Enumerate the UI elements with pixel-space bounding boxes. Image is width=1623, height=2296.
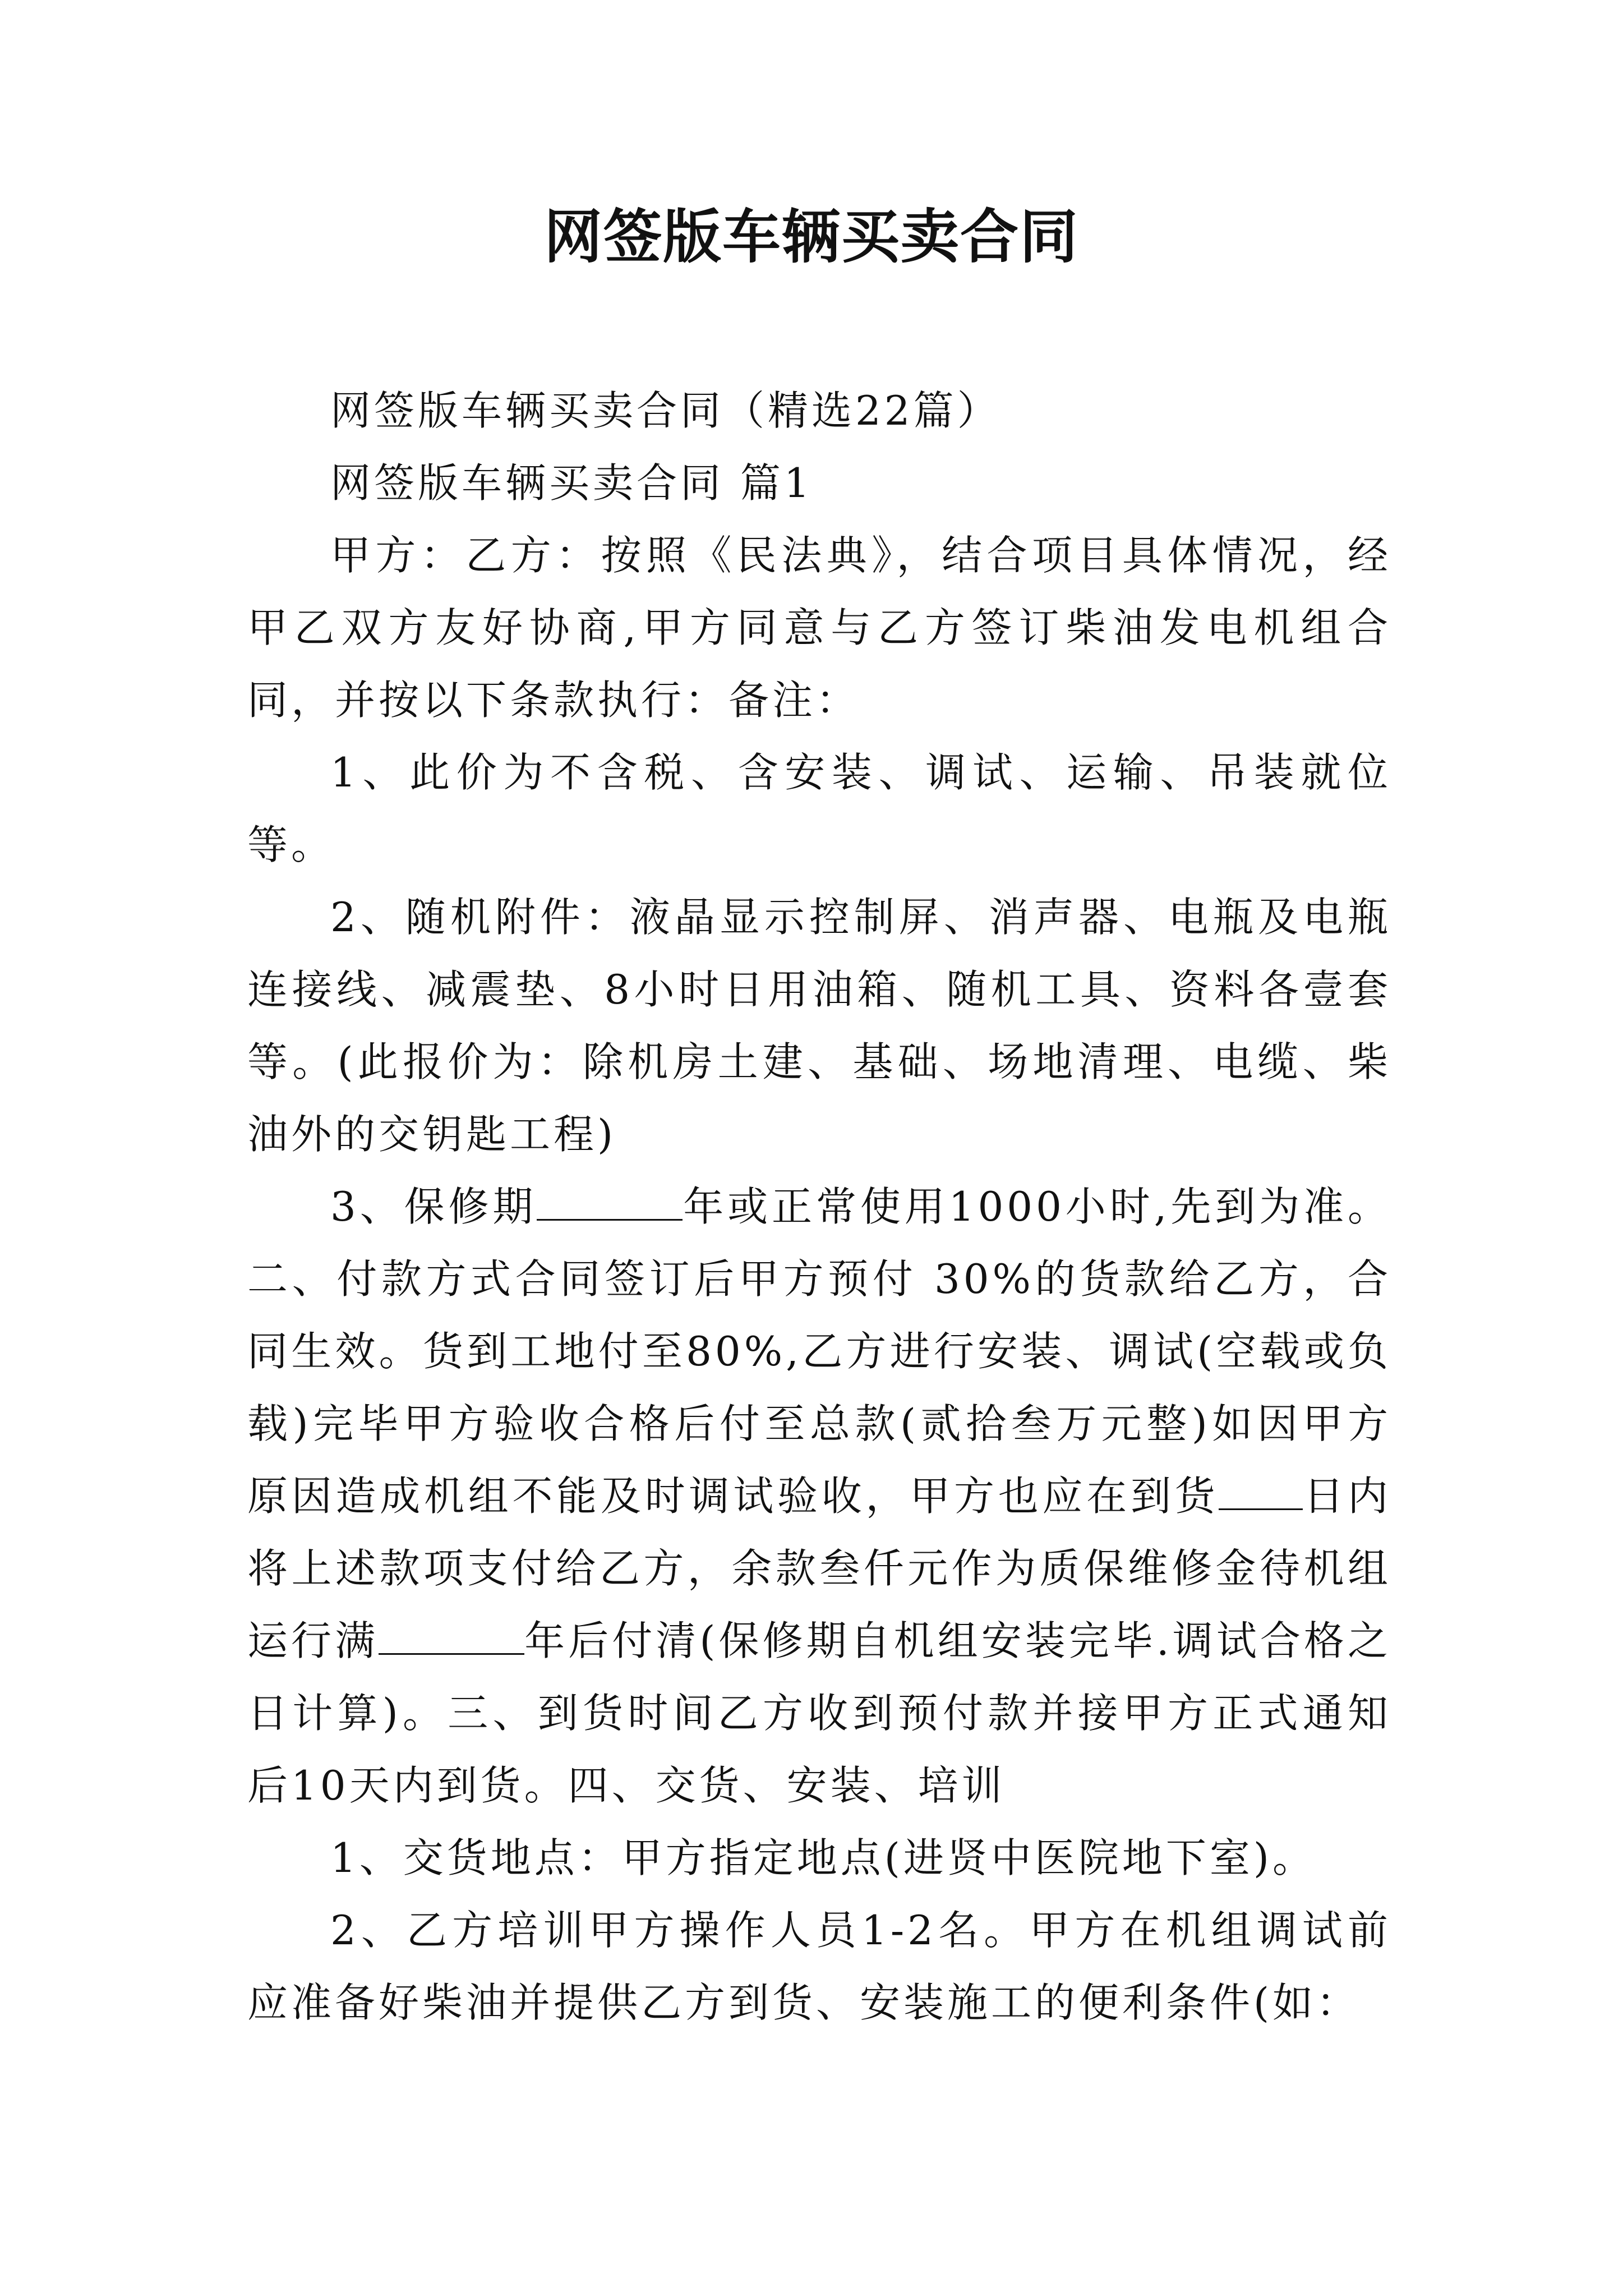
paragraph-clause-3 — [247, 1171, 1391, 1822]
clause-3-text-b: 年或正常使用1000小时,先到为准。二、付款方式合同签订后甲方预付 30%的货款给乙方，合同生效。货到工地付至80%,乙方进行安装、调试(空载或负载)完毕甲方验收合格后付至总款(贰拾叁万元整)如因甲方原因造成机组不能及时调试验收，甲方也应在到货 — [247, 1183, 1391, 1520]
paragraph-section-heading: 网签版车辆买卖合同 篇1 — [330, 459, 813, 507]
clause-3-text-a: 3、保修期 — [330, 1183, 537, 1230]
paragraph-preamble: 甲方：乙方：按照《民法典》，结合项目具体情况，经甲乙双方友好协商,甲方同意与乙方签订柴油发电机组合同，并按以下条款执行：备注： — [247, 532, 1391, 724]
clause-3-text-c: 日内将上述款项支付给乙方，余款叁仟元作为质保维修金待机组运行满 — [247, 1473, 1391, 1664]
clause-3-text-d: 年后付清(保修期自机组安装完毕.调试合格之日计算)。三、到货时间乙方收到预付款并接甲方正式通知后10天内到货。四、交货、安装、培训 — [247, 1617, 1391, 1809]
paragraph-clause-1: 1、此价为不含税、含安装、调试、运输、吊装就位等。 — [247, 749, 1391, 868]
document-body — [247, 375, 1391, 2039]
paragraph-training: 2、乙方培训甲方操作人员1-2名。甲方在机组调试前应准备好柴油并提供乙方到货、安装施工的便利条件(如： — [247, 1907, 1391, 2026]
fill-in-blank-years — [379, 1615, 524, 1655]
paragraph-subtitle: 网签版车辆买卖合同（精选22篇） — [330, 387, 1001, 434]
paragraph-delivery-location: 1、交货地点：甲方指定地点(进贤中医院地下室)。 — [330, 1834, 1316, 1881]
fill-in-blank-warranty-years — [537, 1181, 683, 1221]
fill-in-blank-days — [1219, 1470, 1303, 1510]
document-title: 网签版车辆买卖合同 — [543, 202, 1079, 271]
paragraph-clause-2: 2、随机附件：液晶显示控制屏、消声器、电瓶及电瓶连接线、减震垫、8小时日用油箱、随机工具、资料各壹套等。(此报价为：除机房土建、基础、场地清理、电缆、柴油外的交钥匙工程) — [247, 894, 1391, 1158]
